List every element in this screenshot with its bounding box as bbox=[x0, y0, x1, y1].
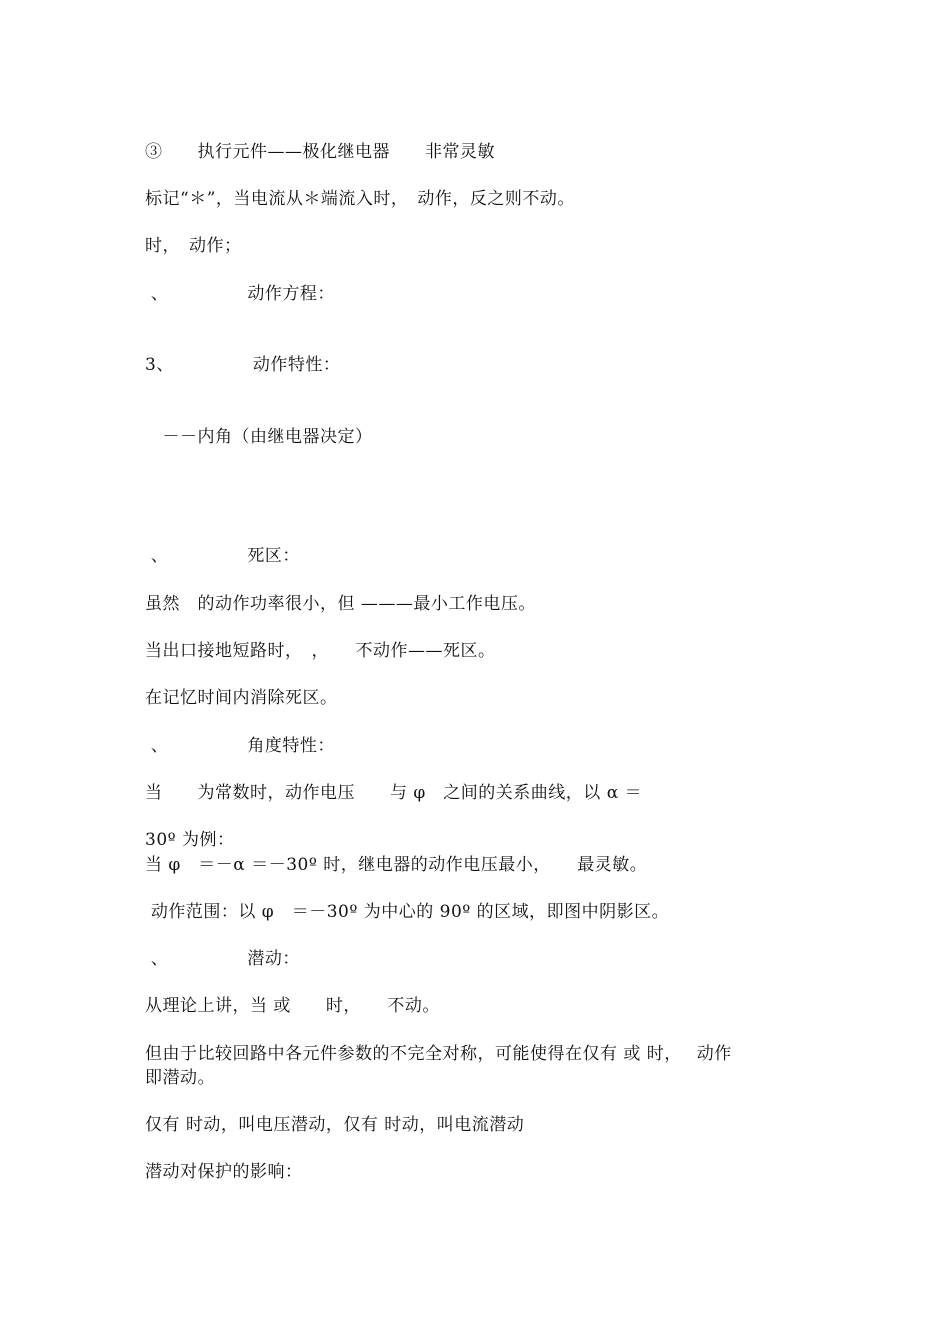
text-line: 但由于比较回路中各元件参数的不完全对称，可能使得在仅有 或 时， 动作 bbox=[145, 1044, 732, 1064]
text-line: ③ 执行元件——极化继电器 非常灵敏 bbox=[145, 142, 495, 162]
section-heading: 、 角度特性： bbox=[145, 736, 335, 756]
text-line: 在记忆时间内消除死区。 bbox=[145, 688, 338, 708]
text-line: 30º 为例： bbox=[145, 830, 235, 850]
text-line: 仅有 时动，叫电压潜动，仅有 时动，叫电流潜动 bbox=[145, 1115, 525, 1135]
section-heading: 、 死区： bbox=[145, 546, 300, 566]
text-line: －－内角（由继电器决定） bbox=[145, 427, 373, 447]
section-heading: 3、 动作特性： bbox=[145, 355, 341, 375]
text-line: 当出口接地短路时， ， 不动作——死区。 bbox=[145, 641, 496, 661]
text-line: 动作范围：以 φ ＝－30º 为中心的 90º 的区域，即图中阴影区。 bbox=[145, 902, 670, 922]
text-line: 当 为常数时，动作电压 与 φ 之间的关系曲线，以 α ＝ bbox=[145, 783, 643, 803]
text-line: 标记“＊”，当电流从＊端流入时， 动作，反之则不动。 bbox=[145, 189, 575, 209]
text-line: 时， 动作； bbox=[145, 236, 242, 256]
text-line: 即潜动。 bbox=[145, 1068, 215, 1088]
text-line: 潜动对保护的影响： bbox=[145, 1162, 303, 1182]
text-line: 从理论上讲，当 或 时， 不动。 bbox=[145, 996, 440, 1016]
section-heading: 、 动作方程： bbox=[145, 284, 335, 304]
text-line: 当 φ ＝－α ＝－30º 时，继电器的动作电压最小， 最灵敏。 bbox=[145, 855, 648, 875]
section-heading: 、 潜动： bbox=[145, 949, 300, 969]
text-line: 虽然 的动作功率很小，但 ———最小工作电压。 bbox=[145, 594, 536, 614]
